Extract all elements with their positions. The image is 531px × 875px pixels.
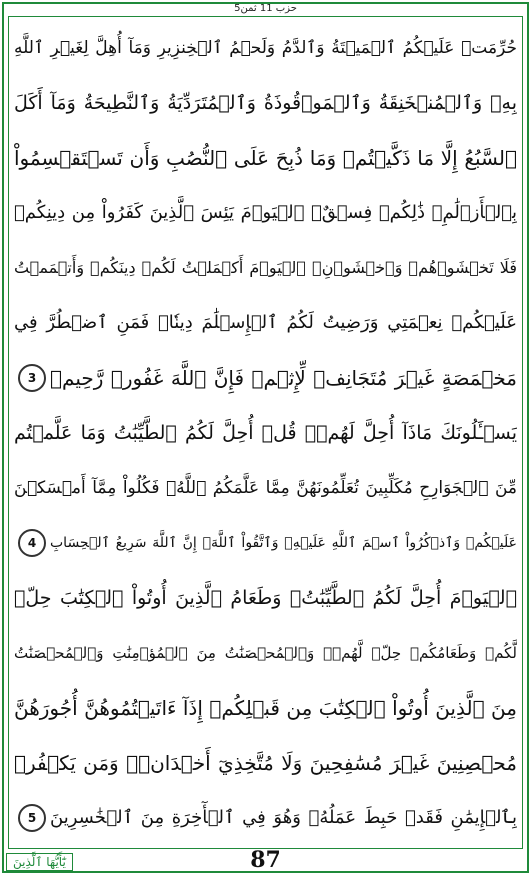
verse-line (14, 735, 517, 790)
verse-line (14, 75, 517, 130)
verse-line-text: بِٱلۡأَزۡلَٰمِۚ ذَٰلِكُمۡ فِسۡقٌۗ ٱلۡيَوۡمَ يَئِسَ ٱلَّذِينَ كَفَرُواْ مِن دِينِكُمۡ (14, 201, 517, 223)
verse-line (14, 625, 517, 680)
verse-lines (14, 20, 517, 845)
verse-line-text: مَخۡمَصَةٍ غَيۡرَ مُتَجَانِفٖ لِّإِثۡمٖ فَإِنَّ ٱللَّهَ غَفُورٞ رَّحِيمٞ (50, 365, 517, 390)
ayah-number-marker: 4 (18, 529, 46, 557)
verse-line (14, 460, 517, 515)
verse-line-text: عَلَيۡكُمۡ نِعۡمَتِي وَرَضِيتُ لَكُمُ ٱلۡإِسۡلَٰمَ دِينٗاۚ فَمَنِ ٱضۡطُرَّ فِي (14, 311, 517, 333)
verse-line-text: مِّنَ ٱلۡجَوَارِحِ مُكَلِّبِينَ تُعَلِّمُونَهُنَّ مِمَّا عَلَّمَكُمُ ٱللَّهُۖ فَكُلُواْ مِمَّآ أَمۡسَكۡنَ (14, 477, 517, 498)
verse-line-text: مِنَ ٱلَّذِينَ أُوتُواْ ٱلۡكِتَٰبَ مِن قَبۡلِكُمۡ إِذَآ ءَاتَيۡتُمُوهُنَّ أُجُورَهُنَّ (14, 695, 517, 720)
verse-line (14, 295, 517, 350)
verse-line-text: حُرِّمَتۡ عَلَيۡكُمُ ٱلۡمَيۡتَةُ وَٱلدَّمُ وَلَحۡمُ ٱلۡخِنزِيرِ وَمَآ أُهِلَّ لِغَيۡرِ ٱللَّهِ (14, 37, 517, 58)
verse-line (14, 680, 517, 735)
verse-line (14, 20, 517, 75)
ayah-number-marker: 3 (18, 364, 46, 392)
next-page-hint: يَٰٓأَيُّهَا ٱلَّذِينَ (6, 853, 73, 871)
verse-line-text: لَّكُمۡ وَطَعَامُكُمۡ حِلّٞ لَّهُمۡۖ وَٱلۡمُحۡصَنَٰتُ مِنَ ٱلۡمُؤۡمِنَٰتِ وَٱلۡمُحۡصَنَٰتُ (14, 643, 517, 662)
verse-line-text: عَلَيۡكُمۡ وَٱذۡكُرُواْ ٱسۡمَ ٱللَّهِ عَلَيۡهِۖ وَٱتَّقُواْ ٱللَّهَۚ إِنَّ ٱللَّهَ سَرِيعُ ٱلۡحِسَابِ (50, 534, 517, 551)
ayah-number-marker: 5 (18, 804, 46, 832)
verse-line-text: فَلَا تَخۡشَوۡهُمۡ وَٱخۡشَوۡنِۚ ٱلۡيَوۡمَ أَكۡمَلۡتُ لَكُمۡ دِينَكُمۡ وَأَتۡمَمۡتُ (14, 257, 517, 277)
page-number: 87 (250, 847, 281, 873)
verse-line (14, 570, 517, 625)
verse-line (14, 405, 517, 460)
verse-line-text: بِٱلۡإِيمَٰنِ فَقَدۡ حَبِطَ عَمَلُهُۥ وَهُوَ فِي ٱلۡأٓخِرَةِ مِنَ ٱلۡخَٰسِرِينَ (50, 806, 517, 828)
verse-line (14, 240, 517, 295)
verse-line-text: يَسۡـَٔلُونَكَ مَاذَآ أُحِلَّ لَهُمۡۖ قُلۡ أُحِلَّ لَكُمُ ٱلطَّيِّبَٰتُ وَمَا عَلَّمۡتُم (14, 421, 517, 444)
hizb-header: حزب 11 ثمن5 (234, 3, 297, 14)
verse-line (14, 185, 517, 240)
verse-line (14, 515, 517, 570)
verse-line-text: بِهِۦ وَٱلۡمُنۡخَنِقَةُ وَٱلۡمَوۡقُوذَةُ وَٱلۡمُتَرَدِّيَةُ وَٱلنَّطِيحَةُ وَمَآ أَكَلَ (14, 91, 517, 114)
verse-line-text: مُحۡصِنِينَ غَيۡرَ مُسَٰفِحِينَ وَلَا مُتَّخِذِيٓ أَخۡدَانٖۗ وَمَن يَكۡفُرۡ (14, 750, 517, 775)
verse-line (14, 350, 517, 405)
verse-line (14, 790, 517, 845)
verse-line (14, 130, 517, 185)
verse-line-text: ٱلۡيَوۡمَ أُحِلَّ لَكُمُ ٱلطَّيِّبَٰتُۖ وَطَعَامُ ٱلَّذِينَ أُوتُواْ ٱلۡكِتَٰبَ حِلّٞ (14, 586, 517, 609)
verse-line-text: ٱلسَّبُعُ إِلَّا مَا ذَكَّيۡتُمۡ وَمَا ذُبِحَ عَلَى ٱلنُّصُبِ وَأَن تَسۡتَقۡسِمُواْ (14, 145, 517, 170)
